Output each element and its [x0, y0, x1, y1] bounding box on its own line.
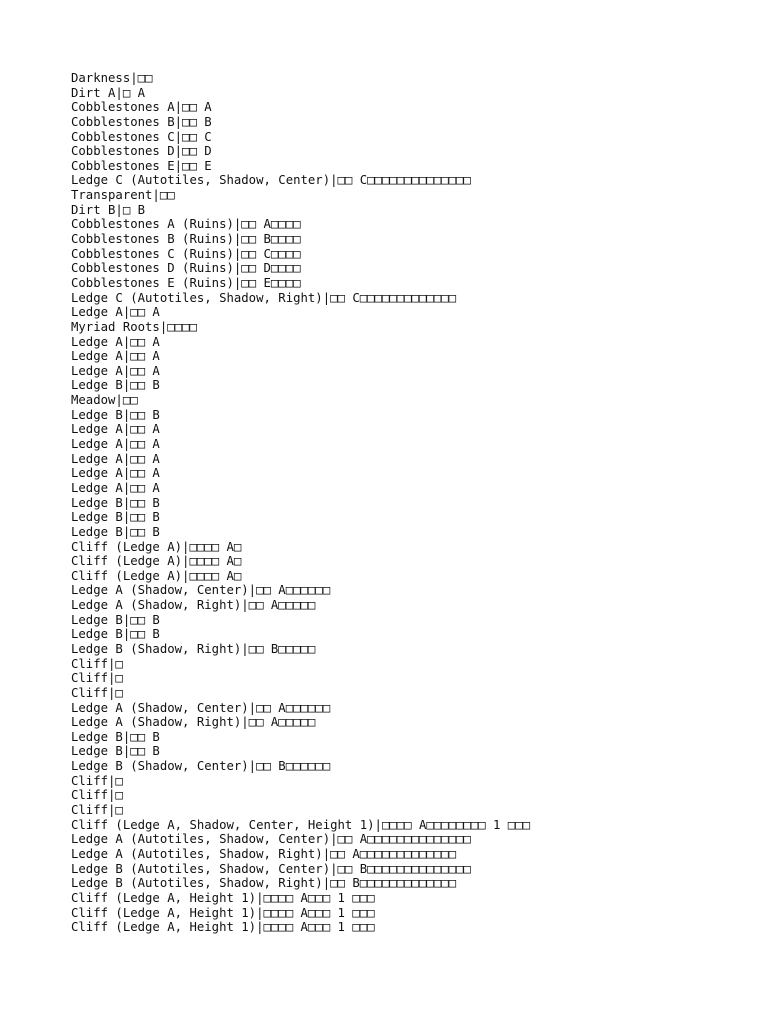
text-line: Cliff|□ — [71, 788, 123, 803]
text-line: Cobblestones D (Ruins)|□□ D□□□□ — [71, 261, 301, 276]
text-line: Ledge B (Autotiles, Shadow, Right)|□□ B□□□□□□□□□□□□□ — [71, 876, 456, 891]
text-line: Cliff|□ — [71, 685, 123, 700]
text-line: Ledge A (Shadow, Right)|□□ A□□□□□ — [71, 598, 316, 613]
text-line: Cobblestones C|□□ C — [71, 129, 212, 144]
text-line: Cliff|□ — [71, 803, 123, 818]
text-line: Ledge A (Shadow, Center)|□□ A□□□□□□ — [71, 583, 331, 598]
text-line: Ledge A|□□ A — [71, 349, 160, 364]
text-line: Cliff (Ledge A, Height 1)|□□□□ A□□□ 1 □□□ — [71, 905, 375, 920]
text-line: Ledge B|□□ B — [71, 744, 160, 759]
text-line: Cobblestones D|□□ D — [71, 144, 212, 159]
text-line: Ledge B|□□ B — [71, 495, 160, 510]
text-line: Ledge C (Autotiles, Shadow, Right)|□□ C□□□□□□□□□□□□□ — [71, 290, 456, 305]
text-line: Cliff|□ — [71, 671, 123, 686]
text-line: Ledge B|□□ B — [71, 524, 160, 539]
text-line: Ledge B|□□ B — [71, 729, 160, 744]
text-line: Ledge A|□□ A — [71, 334, 160, 349]
text-line: Ledge A|□□ A — [71, 451, 160, 466]
text-line: Ledge B|□□ B — [71, 510, 160, 525]
text-line: Dirt A|□ A — [71, 85, 146, 100]
text-line: Ledge A (Shadow, Right)|□□ A□□□□□ — [71, 715, 316, 730]
text-line: Cobblestones B|□□ B — [71, 114, 212, 129]
text-line: Cobblestones B (Ruins)|□□ B□□□□ — [71, 232, 301, 247]
text-line: Ledge A|□□ A — [71, 363, 160, 378]
text-line: Cliff (Ledge A, Height 1)|□□□□ A□□□ 1 □□□ — [71, 890, 375, 905]
text-line: Ledge A (Shadow, Center)|□□ A□□□□□□ — [71, 700, 331, 715]
text-line: Cobblestones A (Ruins)|□□ A□□□□ — [71, 217, 301, 232]
text-line: Ledge C (Autotiles, Shadow, Center)|□□ C□□□□□□□□□□□□□□ — [71, 173, 471, 188]
text-line: Ledge B|□□ B — [71, 612, 160, 627]
text-line: Dirt B|□ B — [71, 202, 146, 217]
text-line: Cobblestones C (Ruins)|□□ C□□□□ — [71, 246, 301, 261]
text-line: Ledge A|□□ A — [71, 466, 160, 481]
text-line: Cliff (Ledge A)|□□□□ A□ — [71, 539, 242, 554]
text-line: Ledge A (Autotiles, Shadow, Right)|□□ A□□□□□□□□□□□□□ — [71, 846, 456, 861]
text-line: Ledge A|□□ A — [71, 305, 160, 320]
text-line: Cobblestones E|□□ E — [71, 158, 212, 173]
text-line: Cliff|□ — [71, 656, 123, 671]
text-line: Cliff (Ledge A)|□□□□ A□ — [71, 554, 242, 569]
text-line: Ledge B|□□ B — [71, 378, 160, 393]
text-line: Cliff (Ledge A)|□□□□ A□ — [71, 568, 242, 583]
text-line: Ledge B (Autotiles, Shadow, Center)|□□ B□□□□□□□□□□□□□□ — [71, 861, 471, 876]
text-line: Ledge A|□□ A — [71, 480, 160, 495]
text-line: Myriad Roots|□□□□ — [71, 319, 197, 334]
text-line: Ledge A|□□ A — [71, 437, 160, 452]
text-line: Ledge B (Shadow, Center)|□□ B□□□□□□ — [71, 759, 331, 774]
text-line: Ledge B|□□ B — [71, 627, 160, 642]
text-line: Cliff (Ledge A, Shadow, Center, Height 1)|□□□□ A□□□□□□□□ 1 □□□ — [71, 817, 531, 832]
text-line: Ledge A|□□ A — [71, 422, 160, 437]
text-line: Darkness|□□ — [71, 71, 153, 85]
text-line: Cobblestones E (Ruins)|□□ E□□□□ — [71, 275, 301, 290]
text-line: Ledge B|□□ B — [71, 407, 160, 422]
text-line: Meadow|□□ — [71, 393, 138, 408]
text-line: Transparent|□□ — [71, 188, 175, 203]
document-page — [71, 71, 751, 935]
text-line: Cliff (Ledge A, Height 1)|□□□□ A□□□ 1 □□□ — [71, 920, 375, 935]
text-line: Cobblestones A|□□ A — [71, 100, 212, 115]
text-line: Ledge A (Autotiles, Shadow, Center)|□□ A□□□□□□□□□□□□□□ — [71, 832, 471, 847]
text-line: Cliff|□ — [71, 773, 123, 788]
text-line: Ledge B (Shadow, Right)|□□ B□□□□□ — [71, 641, 316, 656]
